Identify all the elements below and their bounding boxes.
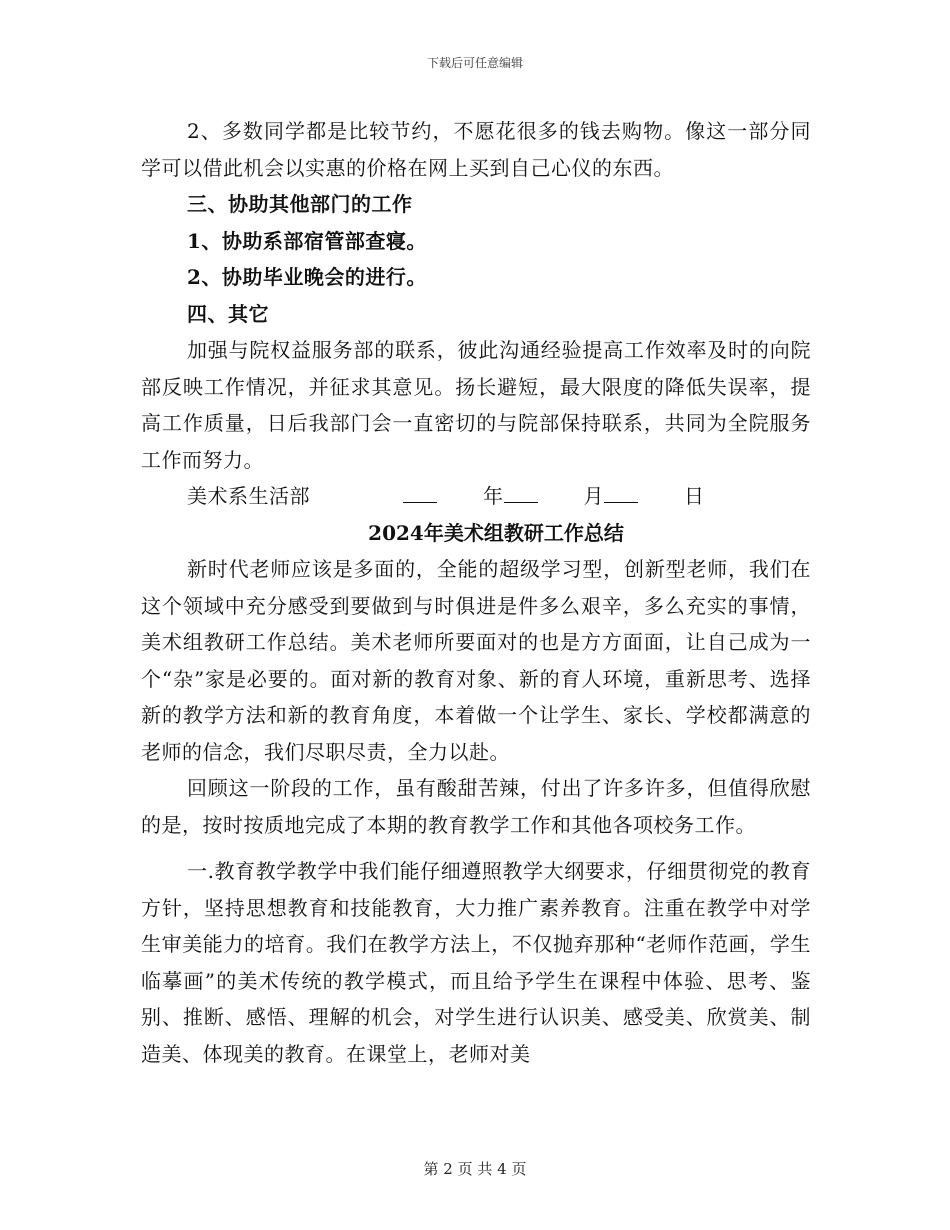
- paragraph-review: 回顾这一阶段的工作，虽有酸甜苦辣，付出了许多许多，但值得欣慰的是，按时按质地完成了本期的教育教学工作和其他各项校务工作。: [141, 776, 811, 837]
- signature-line: [141, 478, 811, 515]
- paragraph-contact: 加强与院权益服务部的联系，彼此沟通经验提高工作效率及时的向院部反映工作情况，并征求其意见。扬长避短，最大限度的降低失误率，提高工作质量，日后我部门会一直密切的与院部保持联系，共同为全院服务工作而努力。: [141, 338, 811, 472]
- page-header: 下载后可任意编辑: [426, 56, 523, 70]
- section-heading-3: 三、协助其他部门的工作: [187, 192, 413, 216]
- list-item-2: 2、协助毕业晚会的进行。: [187, 265, 427, 289]
- signature-dept: 美术系生活部: [187, 484, 310, 508]
- paragraph-intro: 新时代老师应该是多面的，全能的超级学习型，创新型老师，我们在这个领域中充分感受到要做到与时俱进是件多么艰辛，多么充实的事情，美术组教研工作总结。美术老师所要面对的也是方方面面，让自己成为一个“杂”家是必要的。面对新的教育对象、新的育人环境，重新思考、选择新的教学方法和新的教育角度，本着做一个让学生、家长、学校都满意的老师的信念，我们尽职尽责，全力以赴。: [141, 557, 811, 764]
- paragraph-shopping: 2、多数同学都是比较节约，不愿花很多的钱去购物。像这一部分同学可以借此机会以实惠的价格在网上买到自己心仪的东西。: [141, 119, 811, 180]
- list-item-1: 1、协助系部宿管部查寝。: [187, 228, 427, 253]
- paragraph-teaching: 一.教育教学教学中我们能仔细遵照教学大纲要求，仔细贯彻党的教育方针，坚持思想教育和技能教育，大力推广素养教育。注重在教学中对学生审美能力的培育。我们在教学方法上，不仅抛弃那种“老师作范画，学生临摹画”的美术传统的教学模式，而且给予学生在课程中体验、思考、鉴别、推断、感悟、理解的机会，对学生进行认识美、感受美、欣赏美、制造美、体现美的教育。在课堂上，老师对美: [141, 859, 811, 1066]
- month-blank: [504, 482, 538, 503]
- year-blank: [403, 482, 437, 503]
- day-blank: [604, 482, 638, 503]
- document-body: [141, 113, 811, 1072]
- section-heading-4: 四、其它: [187, 301, 269, 326]
- month-label: 月: [583, 484, 604, 508]
- document-title: 2024年美术组教研工作总结: [368, 520, 624, 545]
- day-label: 日: [684, 484, 705, 508]
- year-label: 年: [483, 484, 504, 508]
- page-footer: 第 2 页 共 4 页: [423, 1160, 527, 1178]
